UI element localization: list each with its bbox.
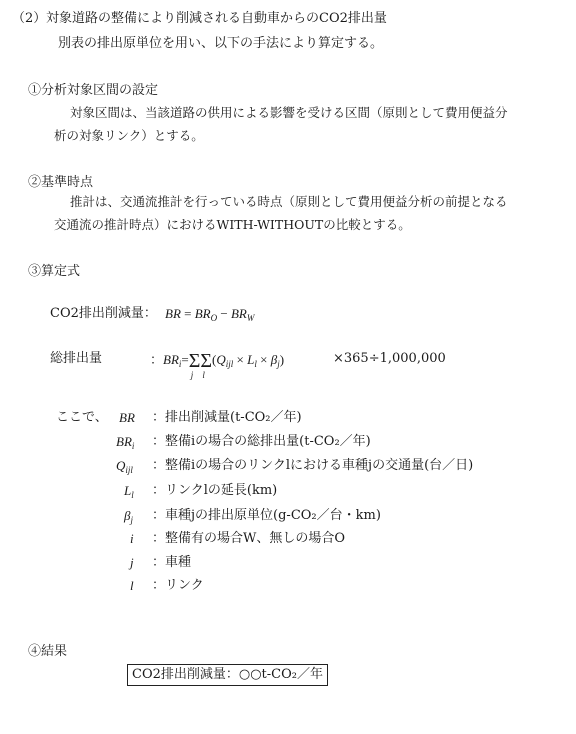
formula2-label: 総排出量 — [50, 351, 103, 366]
section-number: （2） — [12, 11, 47, 26]
definition-BRi: ：整備iの場合の総排出量(t-CO₂／年) — [152, 434, 371, 449]
section2-heading: ②基準時点 — [28, 175, 94, 190]
definition-Ll: ：リンクlの延長(km) — [152, 483, 278, 498]
definition-j: ：車種 — [152, 555, 192, 570]
section2-text-line1: 推計は、交通流推計を行っている時点（原則として費用便益分析の前提となる — [70, 194, 508, 209]
formula2-tail: ×365÷1,000,000 — [333, 351, 446, 366]
section1-text-line2: 析の対象リンク）とする。 — [54, 128, 204, 143]
symbol-beta-j: $\beta_j$ — [124, 508, 133, 525]
symbol-j: j — [130, 555, 134, 570]
document-title: 対象道路の整備により削減される自動車からのCO2排出量 — [46, 11, 387, 26]
section1-heading: ①分析対象区間の設定 — [28, 83, 159, 98]
section2-text-line2: 交通流の推計時点）におけるWITH-WITHOUTの比較とする。 — [54, 217, 411, 232]
formula2-expression: ：$BR_i=\Sigma$ j Σ l $(Q_{ijl} \times L_l \times \beta_j)$ — [150, 350, 285, 380]
symbol-BR: BR — [119, 410, 135, 425]
symbol-i: i — [130, 531, 134, 546]
section3-heading: ③算定式 — [28, 264, 81, 279]
definition-Qijl: ：整備iの場合のリンクlにおける車種jの交通量(台／日) — [152, 458, 474, 473]
section4-heading: ④結果 — [28, 644, 68, 659]
document-subtitle: 別表の排出原単位を用い、以下の手法により算定する。 — [58, 36, 384, 51]
symbol-BRi: $BR_i$ — [116, 434, 135, 451]
symbol-Ll: $L_l$ — [124, 483, 134, 500]
definition-beta-j: ：車種jの排出原単位(g-CO₂／台・km) — [152, 508, 381, 523]
symbol-l: l — [130, 578, 134, 593]
formula1-label: CO2排出削減量： — [50, 306, 157, 321]
symbol-Qijl: $Q_{ijl}$ — [116, 458, 133, 475]
definition-i: ：整備有の場合W、無しの場合O — [152, 531, 346, 546]
section1-text-line1: 対象区間は、当該道路の供用による影響を受ける区間（原則として費用便益分 — [70, 105, 508, 120]
where-label: ここで、 — [56, 410, 108, 425]
result-box: CO2排出削減量：○○t-CO₂／年 — [127, 664, 328, 686]
formula1-expression: BR = $BR_O - BR_W$ — [165, 306, 255, 323]
definition-l: ：リンク — [152, 578, 204, 593]
definition-BR: ：排出削減量(t-CO₂／年) — [152, 410, 302, 425]
